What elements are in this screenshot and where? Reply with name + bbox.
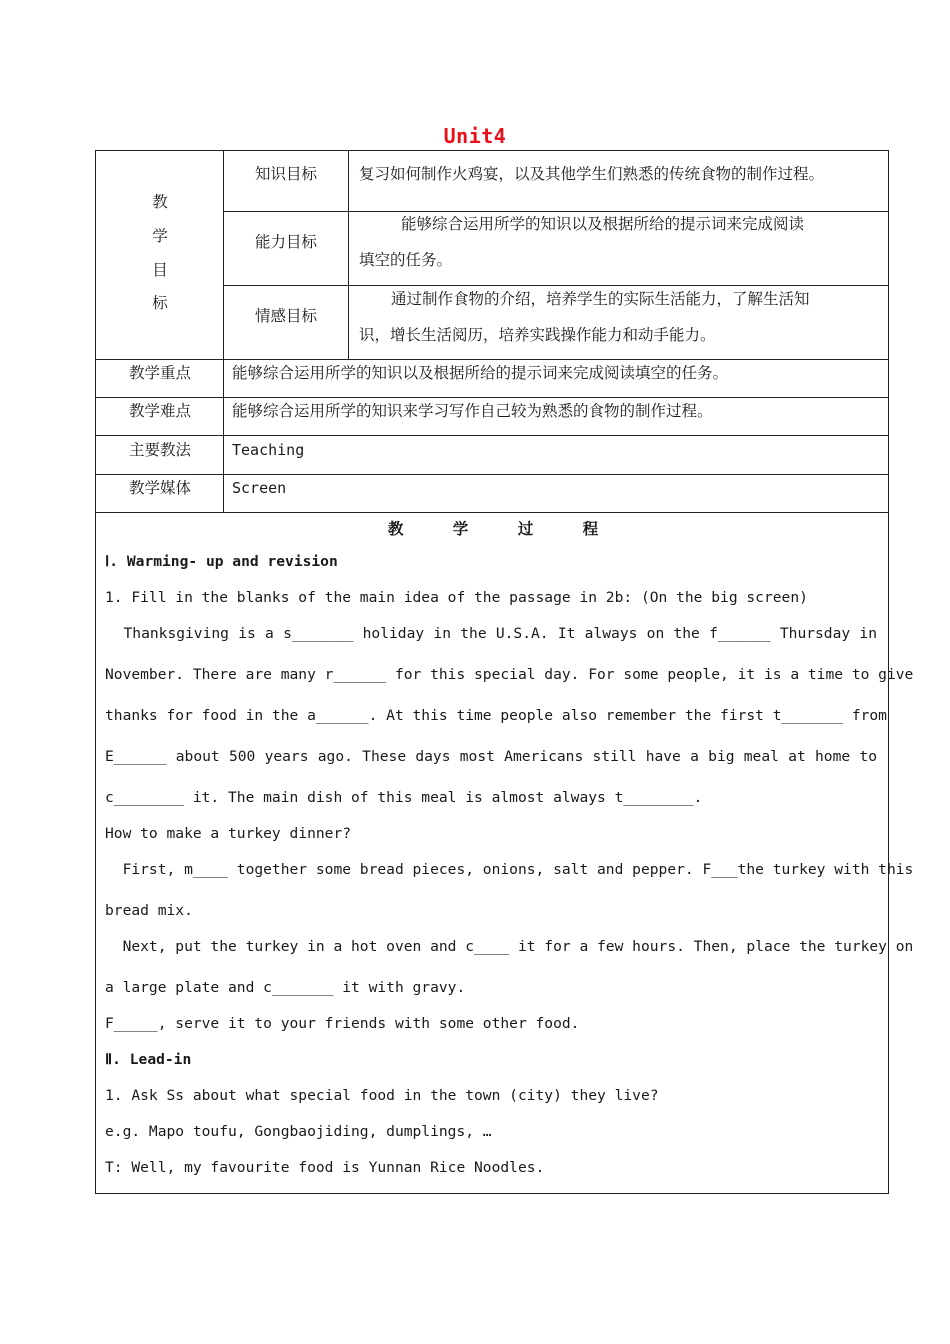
page-title: Unit4	[443, 124, 507, 148]
process-heading-char: 程	[582, 520, 599, 538]
process-heading	[96, 517, 890, 539]
passage-line: c________ it. The main dish of this meal is almost always t________.	[105, 789, 703, 806]
row-divider	[96, 435, 889, 436]
objective-text: 填空的任务。	[359, 251, 453, 269]
objectives-label-char: 教	[152, 193, 168, 211]
passage-line: Thanksgiving is a s_______ holiday in the U.S.A. It always on the f______ Thursday in	[105, 625, 877, 642]
process-heading-char: 过	[517, 520, 534, 538]
info-value: Screen	[232, 479, 287, 497]
objective-label: 知识目标	[254, 165, 317, 183]
row-divider	[96, 474, 889, 475]
process-heading-char: 学	[452, 520, 469, 538]
objectives-label-char: 目	[152, 261, 168, 279]
passage-line: November. There are many r______ for this special day. For some people, it is a time to give	[105, 666, 914, 683]
passage-line: thanks for food in the a______. At this time people also remember the first t_______ from	[105, 707, 887, 724]
recipe-question: How to make a turkey dinner?	[105, 825, 352, 842]
exercise-instruction: 1. Fill in the blanks of the main idea of the passage in 2b: (On the big screen)	[105, 589, 808, 606]
section-heading: Ⅰ. Warming- up and revision	[105, 553, 338, 570]
info-value: 能够综合运用所学的知识以及根据所给的提示词来完成阅读填空的任务。	[232, 364, 729, 382]
objective-text: 复习如何制作火鸡宴，以及其他学生们熟悉的传统食物的制作过程。	[359, 165, 825, 183]
info-label: 教学重点	[128, 364, 191, 382]
info-label: 主要教法	[128, 441, 191, 459]
lead-in-line: T: Well, my favourite food is Yunnan Rice Noodles.	[105, 1159, 545, 1176]
info-value: Teaching	[232, 441, 305, 459]
recipe-line: bread mix.	[105, 902, 193, 919]
column-divider	[348, 151, 349, 360]
objective-text: 能够综合运用所学的知识以及根据所给的提示词来完成阅读	[401, 215, 805, 233]
lesson-plan-table	[95, 150, 914, 1194]
lead-in-line: 1. Ask Ss about what special food in the town (city) they live?	[105, 1087, 659, 1104]
lead-in-line: e.g. Mapo toufu, Gongbaojiding, dumplings, …	[105, 1123, 492, 1140]
row-divider	[223, 285, 889, 286]
objective-text: 通过制作食物的介绍，培养学生的实际生活能力，了解生活知	[391, 290, 810, 308]
row-divider	[96, 397, 889, 398]
recipe-line: First, m____ together some bread pieces, onions, salt and pepper. F___the turkey with this	[105, 861, 914, 878]
recipe-line: F_____, serve it to your friends with some other food.	[105, 1015, 580, 1032]
info-value: 能够综合运用所学的知识来学习写作自己较为熟悉的食物的制作过程。	[232, 402, 713, 420]
info-label: 教学媒体	[128, 479, 191, 497]
row-divider	[96, 512, 889, 513]
objective-label: 能力目标	[254, 233, 317, 251]
info-label: 教学难点	[128, 402, 191, 420]
objectives-label-char: 标	[152, 294, 168, 312]
section-heading: Ⅱ. Lead-in	[105, 1051, 192, 1068]
objective-text: 识，增长生活阅历，培养实践操作能力和动手能力。	[359, 326, 716, 344]
process-heading-char: 教	[387, 520, 404, 538]
recipe-line: a large plate and c_______ it with gravy.	[105, 979, 466, 996]
objective-label: 情感目标	[254, 307, 317, 325]
row-divider	[96, 359, 889, 360]
row-divider	[223, 211, 889, 212]
passage-line: E______ about 500 years ago. These days most Americans still have a big meal at home to	[105, 748, 877, 765]
objectives-label-char: 学	[152, 227, 168, 245]
recipe-line: Next, put the turkey in a hot oven and c____ it for a few hours. Then, place the turkey on	[105, 938, 914, 955]
